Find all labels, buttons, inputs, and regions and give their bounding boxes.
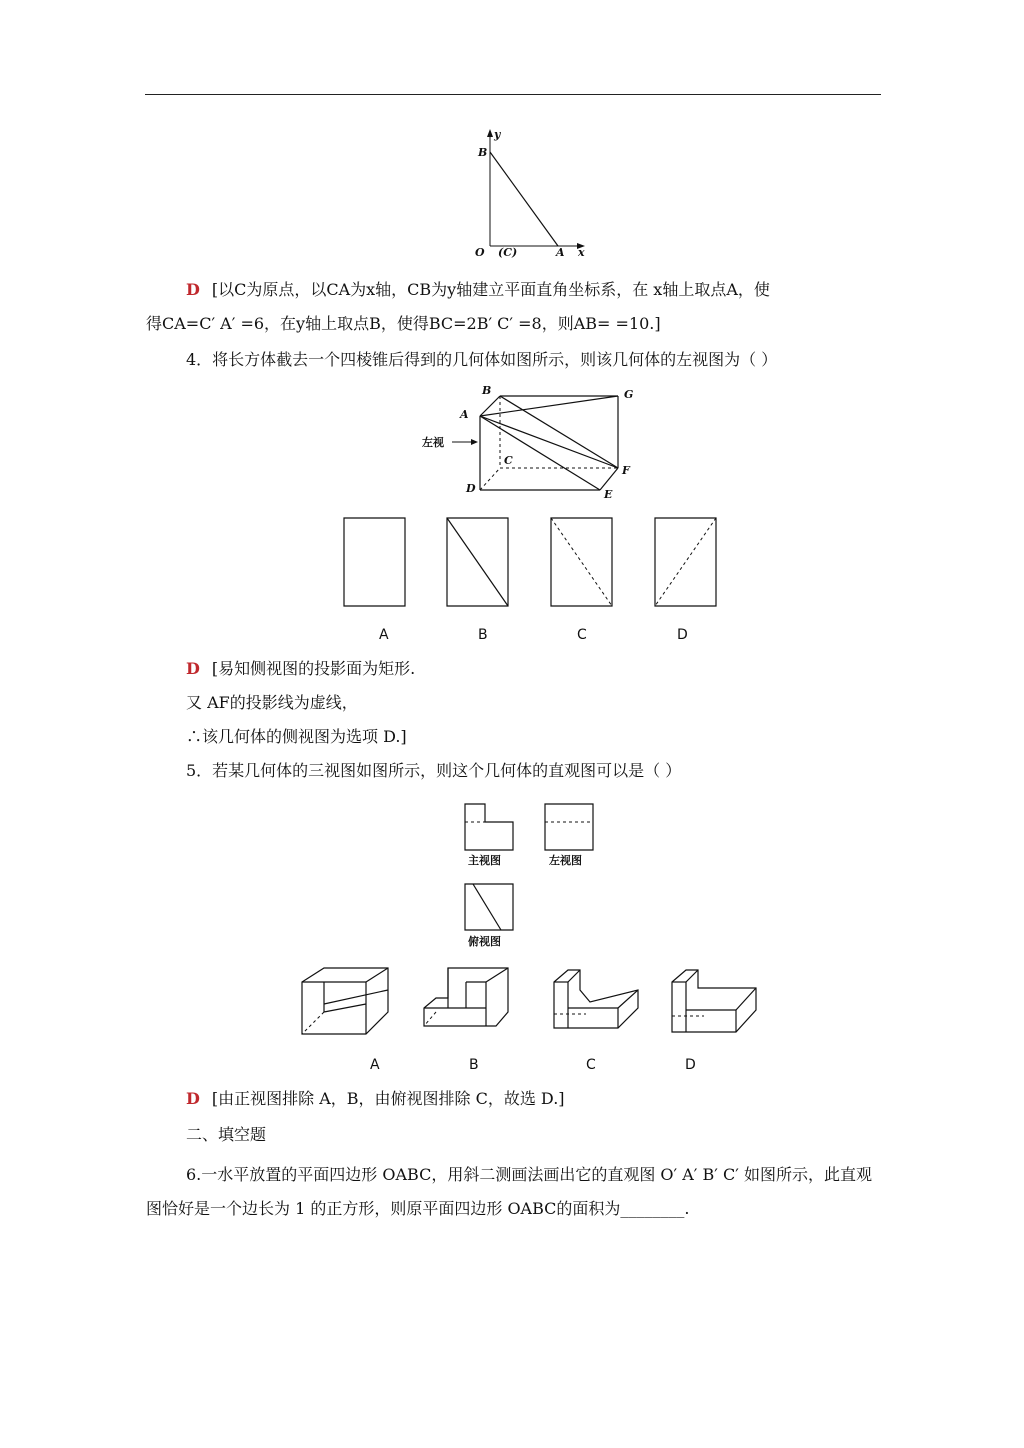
q4-answer-line2: 又 AF的投影线为虚线， [186,693,358,712]
coordinate-figure [470,126,590,262]
q5-option-a: A [370,1057,380,1073]
q5-answer: D [由正视图排除 A，B，由俯视图排除 C，故选 D.] [186,1089,565,1108]
q5-option-c: C [586,1057,596,1073]
q4-option-a: A [379,627,389,643]
q4-answer-line3: ∴该几何体的侧视图为选项 D.] [186,727,407,746]
q5-front-view-label: 主视图 [468,854,501,867]
q5-answer-letter: D [186,1089,200,1108]
q5-option-d-solid [672,970,756,1032]
q4-label-e: E [604,488,613,501]
q5-options-figure [296,962,766,1042]
section-title: 二、填空题 [186,1125,267,1144]
q4-option-b: B [478,627,488,643]
q5-option-d: D [685,1057,696,1073]
point-o-label: O [475,246,485,259]
q4-option-d: D [677,627,688,643]
q4-label-f: F [622,464,630,477]
header-rule [145,94,881,95]
q4-label-view: 左视 [422,436,444,449]
q4-label-c: C [504,454,513,467]
q4-answer-letter: D [186,659,200,678]
q5-option-a-solid [302,968,388,1034]
q4-solid-figure [418,380,648,504]
q5-top-view-label: 俯视图 [468,935,501,948]
q4-option-c: C [577,627,587,643]
q4-stem: 4．将长方体截去一个四棱锥后得到的几何体如图所示，则该几何体的左视图为（ ） [186,350,778,369]
q5-stem: 5．若某几何体的三视图如图所示，则这个几何体的直观图可以是（ ） [186,761,682,780]
q3-answer-letter: D [186,280,200,299]
point-a-label: A [556,246,565,259]
axis-y-label: y [494,128,501,141]
q3-answer-line2: 得CA=C′ A′ =6，在y轴上取点B，使得BC=2B′ C′ =8，则AB= =10.] [146,314,661,333]
q5-option-b: B [469,1057,479,1073]
q4-answer-line1: D [易知侧视图的投影面为矩形. [186,659,416,678]
q4-label-g: G [624,388,634,401]
q4-label-d: D [466,482,476,495]
point-b-label: B [478,146,488,159]
point-c-label: (C) [498,246,518,259]
q5-left-view-label: 左视图 [549,854,582,867]
q5-option-b-solid [424,968,508,1026]
q6-text: 6.一水平放置的平面四边形 OABC，用斜二测画法画出它的直观图 O′ A′ B′ C′ 如图所示，此直观图恰好是一个边长为 1 的正方形，则原平面四边形 OABC的面积为________. [146,1165,872,1218]
axis-x-label: x [578,246,585,259]
q3-answer-line1: D [以C为原点，以CA为x轴，CB为y轴建立平面直角坐标系，在 x轴上取点A，使 [186,280,770,299]
q4-options-figure [340,514,722,610]
q4-label-a: A [460,408,469,421]
q5-option-c-solid [554,970,638,1028]
q5-three-views [455,798,605,950]
q4-label-b: B [482,384,492,397]
